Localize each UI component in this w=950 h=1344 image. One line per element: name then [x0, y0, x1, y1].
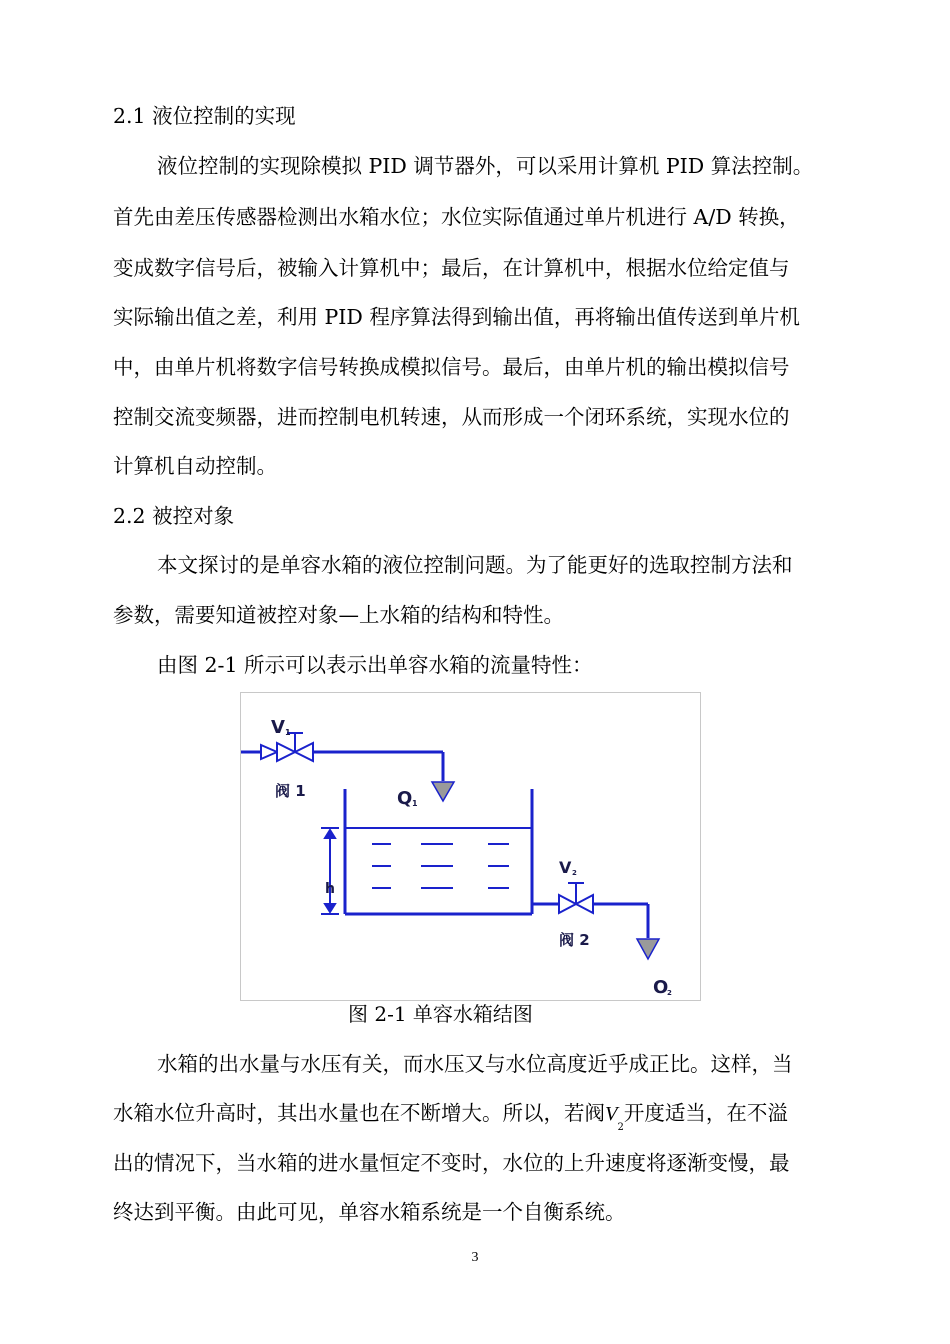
paragraph-line: 终达到平衡。由此可见，单容水箱系统是一个自衡系统。 — [113, 1200, 626, 1224]
outflow-arrow-icon — [637, 939, 659, 959]
paragraph-line-with-variable — [113, 1101, 788, 1140]
tank-body — [345, 789, 532, 914]
paragraph-line: 实际输出值之差，利用 PID 程序算法得到输出值，再将输出值传送到单片机 — [113, 305, 800, 329]
inlet-pipe — [241, 745, 443, 781]
height-dimension — [321, 828, 339, 914]
paragraph-line: 由图 2-1 所示可以表示出单容水箱的流量特性： — [157, 653, 593, 677]
q1-subscript: 1 — [412, 799, 418, 808]
h-label: h — [325, 881, 335, 897]
valve-variable: V — [605, 1103, 618, 1125]
valve-variable-subscript: 2 — [617, 1122, 624, 1133]
paragraph-line: 中，由单片机将数字信号转换成模拟信号。最后，由单片机的输出模拟信号 — [113, 355, 790, 379]
valve-2-symbol — [559, 883, 593, 913]
paragraph-line: 参数，需要知道被控对象—上水箱的结构和特性。 — [113, 603, 564, 627]
inflow-arrow-icon — [432, 782, 454, 801]
tank-diagram — [240, 692, 701, 1001]
v2-subscript: 2 — [572, 869, 577, 877]
valve-2-label: 阀 2 — [559, 931, 590, 949]
q2-subscript: 2 — [667, 989, 672, 997]
text-segment: 开度适当，在不溢 — [623, 1101, 788, 1125]
paragraph-line: 本文探讨的是单容水箱的液位控制问题。为了能更好的选取控制方法和 — [157, 553, 793, 577]
page-number: 3 — [471, 1250, 479, 1265]
paragraph-line: 出的情况下，当水箱的进水量恒定不变时，水位的上升速度将逐渐变慢，最 — [113, 1151, 790, 1175]
paragraph-line: 变成数字信号后，被输入计算机中；最后，在计算机中，根据水位给定值与 — [113, 256, 790, 280]
water-level-dashes — [372, 844, 509, 888]
section-2-2-heading: 2.2 被控对象 — [113, 504, 235, 528]
paragraph-line: 计算机自动控制。 — [113, 454, 277, 478]
section-2-1-heading: 2.1 液位控制的实现 — [113, 104, 296, 128]
paragraph-line: 首先由差压传感器检测出水箱水位；水位实际值通过单片机进行 A/D 转换， — [113, 205, 800, 229]
tank-diagram-svg — [241, 693, 702, 1002]
q1-label: Q — [397, 788, 413, 809]
v1-label: V — [271, 717, 285, 738]
text-segment: 水箱水位升高时，其出水量也在不断增大。所以，若阀 — [113, 1101, 605, 1125]
paragraph-line: 水箱的出水量与水压有关，而水压又与水位高度近乎成正比。这样，当 — [157, 1052, 793, 1076]
valve-1-label: 阀 1 — [275, 782, 306, 800]
figure-caption: 图 2-1 单容水箱结图 — [348, 1002, 533, 1026]
q2-label: O — [653, 977, 669, 998]
v2-label: V — [559, 858, 572, 877]
v1-subscript: 1 — [285, 728, 291, 737]
paragraph-line: 控制交流变频器，进而控制电机转速，从而形成一个闭环系统，实现水位的 — [113, 405, 790, 429]
paragraph-line: 液位控制的实现除模拟 PID 调节器外，可以采用计算机 PID 算法控制。 — [157, 154, 814, 178]
